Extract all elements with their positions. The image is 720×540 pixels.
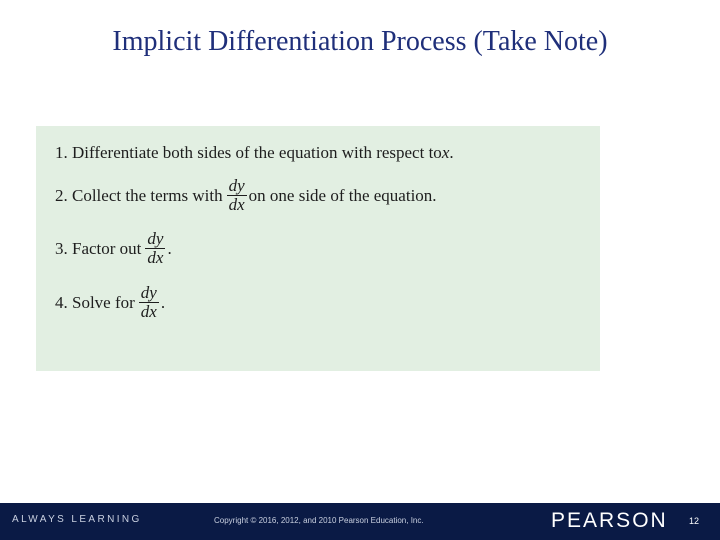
fraction-numerator: dy: [228, 176, 245, 195]
step-1-variable: x: [441, 143, 450, 162]
slide-title: Implicit Differentiation Process (Take Note): [112, 26, 608, 57]
footer-bar: [0, 503, 720, 540]
step-3-fraction: [145, 230, 165, 267]
pearson-logo: PEARSON: [551, 509, 668, 532]
step-4: [55, 284, 165, 321]
step-2: [55, 177, 437, 214]
step-4-fraction: [139, 284, 159, 321]
step-1: [55, 143, 454, 163]
fraction-denominator: dx: [228, 195, 245, 214]
step-1-suffix: .: [449, 143, 454, 162]
fraction-denominator: dx: [140, 302, 157, 321]
page-number: 12: [689, 516, 700, 526]
step-4-text: 4. Solve for: [55, 292, 135, 312]
step-3: [55, 230, 172, 267]
step-2-text: 2. Collect the terms with: [55, 185, 223, 205]
step-3-suffix: .: [167, 238, 172, 258]
step-2-fraction: [227, 177, 247, 214]
footer-copyright: Copyright © 2016, 2012, and 2010 Pearson Education, Inc.: [214, 516, 424, 525]
step-4-suffix: .: [160, 292, 166, 312]
fraction-denominator: dx: [147, 248, 164, 267]
step-3-text: 3. Factor out: [55, 238, 142, 258]
footer-tagline: ALWAYS LEARNING: [12, 514, 142, 525]
fraction-numerator: dy: [147, 229, 164, 248]
step-1-text: 1. Differentiate both sides of the equation with respect to: [55, 143, 442, 162]
note-box: [36, 126, 600, 371]
step-2-suffix: on one side of the equation.: [248, 185, 437, 205]
fraction-numerator: dy: [140, 283, 157, 302]
